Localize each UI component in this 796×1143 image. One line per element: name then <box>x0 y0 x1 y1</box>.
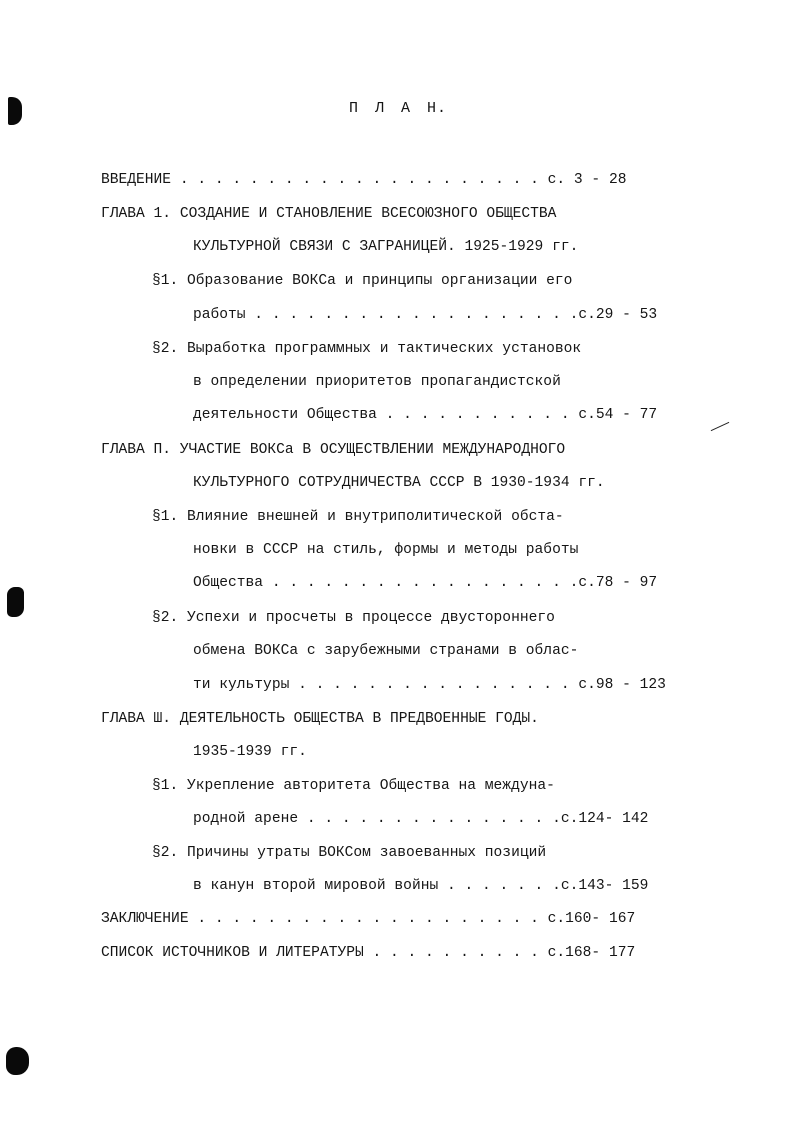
toc-ch3-section-2-cont: в канун второй мировой войны . . . . . . .с.143- 159 <box>193 878 649 894</box>
toc-ch3-section-2: §2. Причины утраты ВОКСом завоеванных позиций <box>152 845 547 861</box>
toc-ch2-section-1-cont2: Общества . . . . . . . . . . . . . . . . . .с.78 - 97 <box>193 575 658 591</box>
toc-ch1-section-1-cont: работы . . . . . . . . . . . . . . . . . . .с.29 - 53 <box>193 307 658 323</box>
toc-ch1-section-2-cont: в определении приоритетов пропагандистской <box>193 374 561 390</box>
toc-chapter-1-heading: ГЛАВА 1. СОЗДАНИЕ И СТАНОВЛЕНИЕ ВСЕСОЮЗНОГО ОБЩЕСТВА <box>101 206 557 222</box>
toc-ch1-section-1: §1. Образование ВОКСа и принципы организации его <box>152 273 573 289</box>
plan-title: П Л А Н. <box>348 100 447 117</box>
toc-introduction: ВВЕДЕНИЕ . . . . . . . . . . . . . . . . . . . . . с. 3 - 28 <box>101 172 627 188</box>
scan-mark-top <box>8 97 22 125</box>
toc-bibliography: СПИСОК ИСТОЧНИКОВ И ЛИТЕРАТУРЫ . . . . . . . . . . с.168- 177 <box>101 945 636 961</box>
scan-mark-middle <box>7 587 24 617</box>
toc-ch1-section-2: §2. Выработка программных и тактических установок <box>152 341 582 357</box>
scan-mark-bottom <box>6 1047 29 1075</box>
toc-chapter-3-heading-cont: 1935-1939 гг. <box>193 744 307 760</box>
toc-ch1-section-2-cont2: деятельности Общества . . . . . . . . . . . с.54 - 77 <box>193 407 658 423</box>
toc-ch2-section-1: §1. Влияние внешней и внутриполитической обста- <box>152 509 564 525</box>
toc-chapter-2-heading: ГЛАВА П. УЧАСТИЕ ВОКСа В ОСУЩЕСТВЛЕНИИ МЕЖДУНАРОДНОГО <box>101 442 566 458</box>
pen-stroke <box>711 422 730 431</box>
toc-ch2-section-2-cont: обмена ВОКСа с зарубежными странами в облас- <box>193 643 579 659</box>
toc-ch2-section-2-cont2: ти культуры . . . . . . . . . . . . . . . . с.98 - 123 <box>193 677 666 693</box>
toc-conclusion: ЗАКЛЮЧЕНИЕ . . . . . . . . . . . . . . . . . . . . с.160- 167 <box>101 911 636 927</box>
toc-chapter-1-heading-cont: КУЛЬТУРНОЙ СВЯЗИ С ЗАГРАНИЦЕЙ. 1925-1929 гг. <box>193 239 579 255</box>
toc-ch2-section-1-cont: новки в СССР на стиль, формы и методы работы <box>193 542 579 558</box>
toc-chapter-3-heading: ГЛАВА Ш. ДЕЯТЕЛЬНОСТЬ ОБЩЕСТВА В ПРЕДВОЕННЫЕ ГОДЫ. <box>101 711 539 727</box>
toc-ch3-section-1-cont: родной арене . . . . . . . . . . . . . . .с.124- 142 <box>193 811 649 827</box>
toc-ch2-section-2: §2. Успехи и просчеты в процессе двустороннего <box>152 610 555 626</box>
toc-ch3-section-1: §1. Укрепление авторитета Общества на междуна- <box>152 778 555 794</box>
toc-chapter-2-heading-cont: КУЛЬТУРНОГО СОТРУДНИЧЕСТВА СССР В 1930-1934 гг. <box>193 475 605 491</box>
